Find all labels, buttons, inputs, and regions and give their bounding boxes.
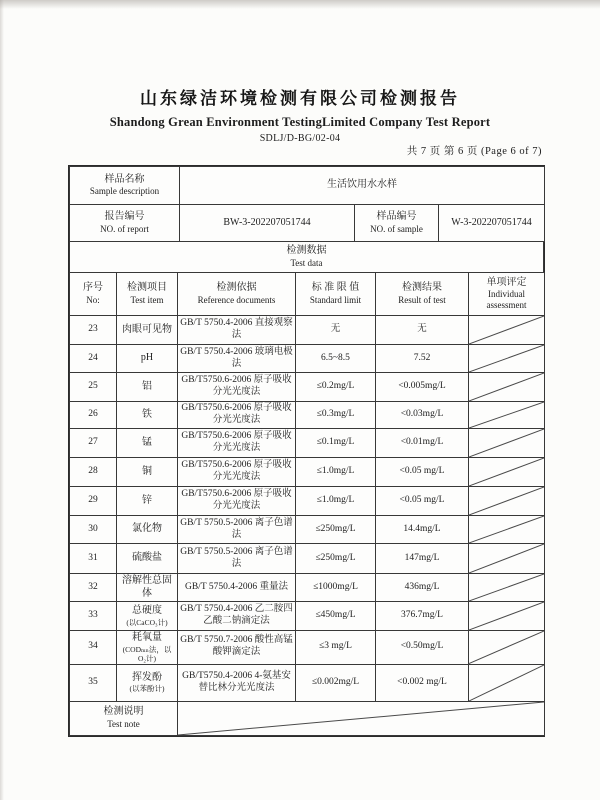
section-title-row — [70, 242, 544, 273]
col-header-result: 检测结果 Result of test — [376, 273, 469, 316]
row-result: 376.7mg/L — [376, 602, 469, 631]
row-limit: ≤1000mg/L — [296, 574, 376, 602]
row-reference: GB/T 5750.4-2006 直接观察法 — [178, 316, 296, 345]
row-item: 铜 — [117, 458, 178, 487]
row-no: 29 — [70, 487, 117, 516]
col-header-no: 序号 No: — [70, 273, 117, 316]
table-row — [70, 516, 545, 544]
row-no: 26 — [70, 402, 117, 429]
row-result: <0.05 mg/L — [376, 487, 469, 516]
row-reference: GB/T 5750.4-2006 乙二胺四乙酸二钠滴定法 — [178, 602, 296, 631]
table-row — [70, 631, 545, 665]
row-result: 147mg/L — [376, 544, 469, 574]
row-reference: GB/T5750.4-2006 4-氨基安替比林分光光度法 — [178, 664, 296, 701]
section-title-cell — [70, 242, 544, 273]
sample-no-label-cn: 样品编号 — [376, 211, 417, 223]
row-limit: ≤0.2mg/L — [296, 373, 376, 402]
row-no: 27 — [70, 429, 117, 458]
test-data-table — [69, 272, 545, 736]
row-reference: GB/T 5750.4-2006 重量法 — [178, 574, 296, 602]
assessment-slash — [469, 316, 545, 345]
page-title-en: Shandong Grean Environment TestingLimited Company Test Report — [109, 115, 491, 129]
sample-info-table — [69, 166, 545, 242]
row-limit: ≤450mg/L — [296, 602, 376, 631]
col-header-limit: 标 准 限 值 Standard limit — [296, 273, 376, 316]
row-item: 肉眼可见物 — [117, 316, 178, 345]
row-item: 氯化物 — [117, 516, 178, 544]
row-reference: GB/T 5750.7-2006 酸性高锰酸钾滴定法 — [178, 631, 296, 665]
sample-name-label-cn: 样品名称 — [104, 173, 145, 185]
table-row — [70, 402, 545, 429]
table-header-row — [70, 273, 545, 316]
row-limit: 无 — [296, 316, 376, 345]
row-result: 436mg/L — [376, 574, 469, 602]
report-no-label-cn: 报告编号 — [104, 211, 145, 223]
assessment-slash — [469, 574, 545, 602]
row-no: 33 — [70, 602, 117, 631]
section-title-table — [69, 241, 544, 273]
row-item: 锌 — [117, 487, 178, 516]
row-item: 锰 — [117, 429, 178, 458]
assessment-slash — [469, 602, 545, 631]
report-no-label-en: NO. of report — [100, 223, 149, 234]
row-limit: ≤1.0mg/L — [296, 487, 376, 516]
row-limit: ≤0.3mg/L — [296, 402, 376, 429]
report-no-value: BW-3-202207051744 — [180, 205, 355, 242]
table-row — [70, 487, 545, 516]
page-title-cn: 山东绿洁环境检测有限公司检测报告 — [140, 89, 460, 108]
row-limit: ≤250mg/L — [296, 516, 376, 544]
sample-name-label-en: Sample description — [89, 186, 160, 197]
row-result: <0.01mg/L — [376, 429, 469, 458]
row-reference: GB/T 5750.5-2006 离子色谱法 — [178, 544, 296, 574]
row-limit: ≤1.0mg/L — [296, 458, 376, 487]
row-item: 溶解性总固体 — [117, 574, 178, 602]
assessment-slash — [469, 487, 545, 516]
row-reference: GB/T5750.6-2006 原子吸收分光光度法 — [178, 487, 296, 516]
row-no: 31 — [70, 544, 117, 574]
row-reference: GB/T5750.6-2006 原子吸收分光光度法 — [178, 402, 296, 429]
table-row — [70, 602, 545, 631]
row-reference: GB/T5750.6-2006 原子吸收分光光度法 — [178, 373, 296, 402]
row-result: 14.4mg/L — [376, 516, 469, 544]
section-title-cn: 检测数据 — [286, 245, 327, 257]
col-header-reference: 检测依据 Reference documents — [178, 273, 296, 316]
assessment-slash — [469, 373, 545, 402]
table-row — [70, 345, 545, 373]
row-reference: GB/T5750.6-2006 原子吸收分光光度法 — [178, 458, 296, 487]
sample-name-value: 生活饮用水水样 — [180, 167, 545, 205]
test-report-table — [68, 165, 545, 737]
assessment-slash — [469, 664, 545, 701]
test-note-label-en: Test note — [107, 718, 140, 729]
row-limit: ≤3 mg/L — [296, 631, 376, 665]
assessment-slash — [469, 402, 545, 429]
test-note-row — [70, 701, 545, 735]
col-header-assessment: 单项评定 Individual assessment — [469, 273, 545, 316]
assessment-slash — [469, 345, 545, 373]
sample-no-label — [355, 205, 439, 242]
row-limit: ≤0.1mg/L — [296, 429, 376, 458]
row-result: <0.05 mg/L — [376, 458, 469, 487]
row-result: <0.005mg/L — [376, 373, 469, 402]
row-no: 34 — [70, 631, 117, 665]
row-limit: ≤250mg/L — [296, 544, 376, 574]
row-no: 25 — [70, 373, 117, 402]
table-row — [70, 458, 545, 487]
row-item: 硫酸盐 — [117, 544, 178, 574]
col-header-item: 检测项目 Test item — [117, 273, 178, 316]
row-limit: 6.5~8.5 — [296, 345, 376, 373]
row-item: 总硬度 (以CaCO₃计) — [117, 602, 178, 631]
row-no: 35 — [70, 664, 117, 701]
assessment-slash — [469, 458, 545, 487]
row-item: 耗氧量 (CODₘₙ法，以O₂计) — [117, 631, 178, 665]
assessment-slash — [469, 429, 545, 458]
row-no: 28 — [70, 458, 117, 487]
sample-description-row — [70, 167, 545, 205]
test-note-label-cn: 检测说明 — [103, 706, 144, 718]
sample-no-label-en: NO. of sample — [370, 223, 423, 234]
assessment-slash — [469, 516, 545, 544]
test-note-slash — [178, 701, 545, 735]
row-item: 铁 — [117, 402, 178, 429]
sample-no-value: W-3-202207051744 — [439, 205, 545, 242]
document-code: SDLJ/D-BG/02-04 — [259, 133, 341, 144]
sample-name-label — [70, 167, 180, 205]
row-reference: GB/T5750.6-2006 原子吸收分光光度法 — [178, 429, 296, 458]
assessment-slash — [469, 544, 545, 574]
row-item: 挥发酚 (以苯酚计) — [117, 664, 178, 701]
table-row — [70, 373, 545, 402]
row-reference: GB/T 5750.5-2006 离子色谱法 — [178, 516, 296, 544]
row-no: 32 — [70, 574, 117, 602]
row-result: 7.52 — [376, 345, 469, 373]
row-result: <0.03mg/L — [376, 402, 469, 429]
page-number: 共 7 页 第 6 页 (Page 6 of 7) — [406, 146, 542, 157]
table-row — [70, 664, 545, 701]
row-no: 24 — [70, 345, 117, 373]
row-item: 铝 — [117, 373, 178, 402]
row-result: <0.002 mg/L — [376, 664, 469, 701]
row-result: <0.50mg/L — [376, 631, 469, 665]
assessment-slash — [469, 631, 545, 665]
row-no: 30 — [70, 516, 117, 544]
row-limit: ≤0.002mg/L — [296, 664, 376, 701]
row-item: pH — [117, 345, 178, 373]
report-no-label — [70, 205, 180, 242]
report-number-row — [70, 205, 545, 242]
table-row — [70, 544, 545, 574]
table-row — [70, 316, 545, 345]
table-row — [70, 574, 545, 602]
report-header — [0, 84, 600, 144]
row-reference: GB/T 5750.4-2006 玻璃电极法 — [178, 345, 296, 373]
row-no: 23 — [70, 316, 117, 345]
section-title-en: Test data — [290, 257, 323, 268]
row-result: 无 — [376, 316, 469, 345]
test-note-label — [70, 701, 178, 735]
scan-edge-shadow-top — [0, 0, 600, 9]
table-row — [70, 429, 545, 458]
